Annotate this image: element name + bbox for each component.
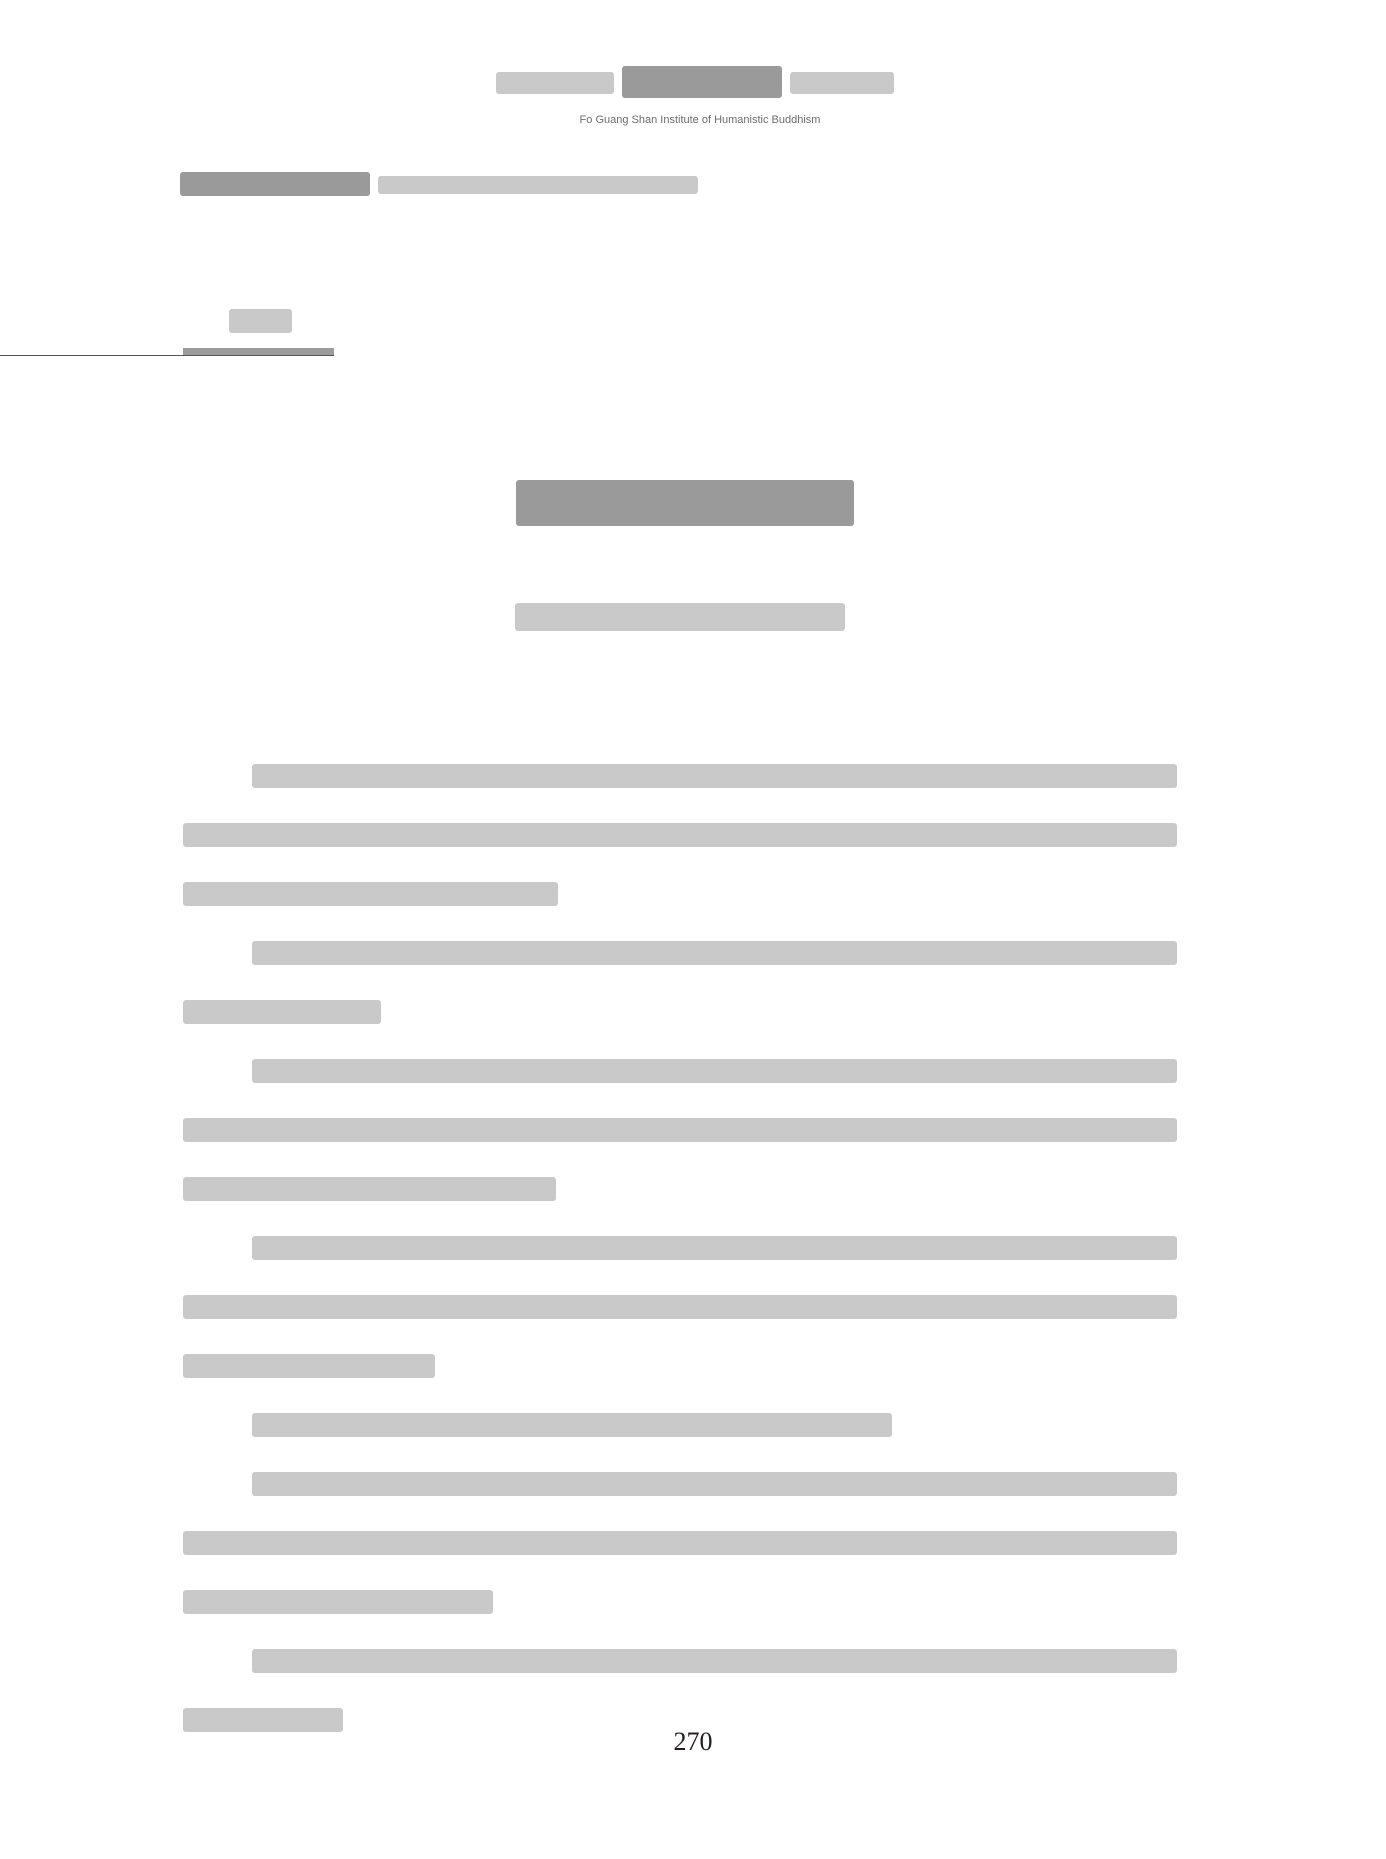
institute-name-en: Fo Guang Shan Institute of Humanistic Buddhism bbox=[579, 114, 821, 126]
section-rule bbox=[0, 355, 334, 356]
section-tab-rule bbox=[183, 348, 334, 355]
page-number: 270 bbox=[673, 1727, 713, 1756]
